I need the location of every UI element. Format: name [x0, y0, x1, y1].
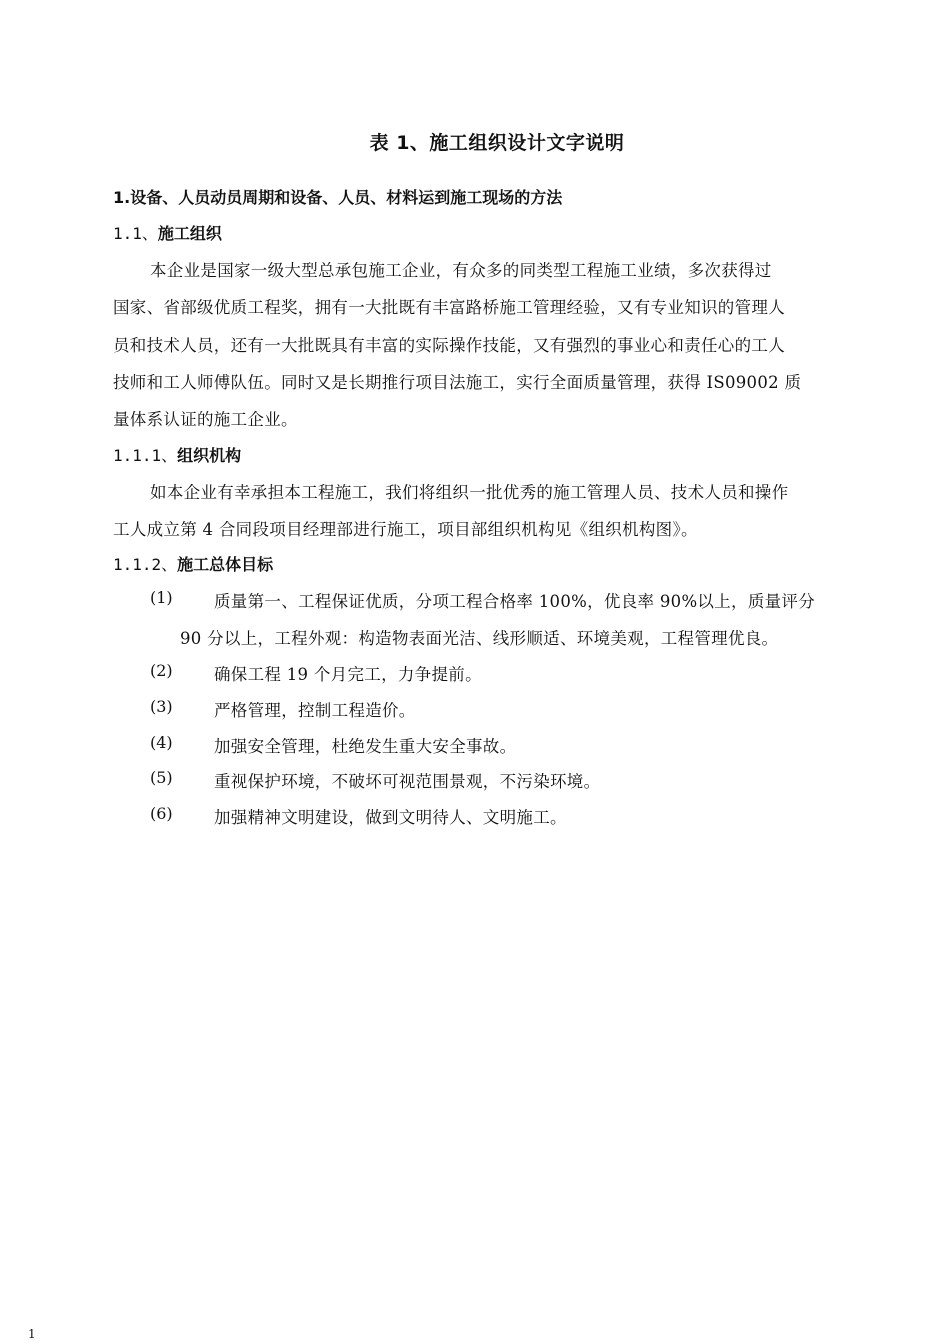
section-label: 施工组织 — [157, 224, 222, 243]
section-1-1-1-heading — [113, 443, 241, 466]
list-item-number: (2) — [150, 661, 173, 680]
list-item-number: (5) — [150, 768, 173, 787]
section-1-1-heading — [113, 221, 222, 244]
paragraph-line: 如本企业有幸承担本工程施工，我们将组织一批优秀的施工管理人员、技术人员和操作 — [150, 483, 789, 502]
list-item-text: 确保工程 19 个月完工，力争提前。 — [214, 665, 482, 684]
paragraph-line: 工人成立第 4 合同段项目经理部进行施工，项目部组织机构见《组织机构图》。 — [113, 520, 698, 539]
list-item-text: 加强安全管理，杜绝发生重大安全事故。 — [214, 737, 517, 756]
list-item-number: (3) — [150, 697, 173, 716]
paragraph-line: 技师和工人师傅队伍。同时又是长期推行项目法施工，实行全面质量管理，获得 IS09002 质 — [113, 373, 802, 392]
list-item-number: (1) — [150, 588, 173, 607]
section-number: 1.1、 — [113, 224, 158, 243]
paragraph-line: 员和技术人员，还有一大批既具有丰富的实际操作技能，又有强烈的事业心和责任心的工人 — [113, 336, 785, 355]
section-number: 1.1.1、 — [113, 446, 178, 465]
paragraph-line: 本企业是国家一级大型总承包施工企业，有众多的同类型工程施工业绩，多次获得过 — [150, 261, 772, 280]
list-item-number: (6) — [150, 804, 173, 823]
list-item-text: 严格管理，控制工程造价。 — [214, 701, 416, 720]
section-label: 组织机构 — [177, 446, 242, 465]
section-1-heading: 1.设备、人员动员周期和设备、人员、材料运到施工现场的方法 — [113, 188, 563, 207]
section-1-1-2-heading — [113, 552, 273, 575]
list-item-continuation: 90 分以上，工程外观：构造物表面光洁、线形顺适、环境美观，工程管理优良。 — [180, 629, 779, 648]
list-item-text: 质量第一、工程保证优质，分项工程合格率 100%，优良率 90%以上，质量评分 — [214, 592, 816, 611]
paragraph-line: 国家、省部级优质工程奖，拥有一大批既有丰富路桥施工管理经验，又有专业知识的管理人 — [113, 298, 785, 317]
section-label: 施工总体目标 — [177, 555, 274, 574]
section-number: 1.1.2、 — [113, 555, 178, 574]
page-number: 1 — [28, 1327, 36, 1341]
document-title: 表 1、施工组织设计文字说明 — [369, 132, 625, 154]
paragraph-line: 量体系认证的施工企业。 — [113, 410, 298, 429]
list-item-text: 加强精神文明建设，做到文明待人、文明施工。 — [214, 808, 567, 827]
list-item-text: 重视保护环境，不破坏可视范围景观，不污染环境。 — [214, 772, 601, 791]
list-item-number: (4) — [150, 733, 173, 752]
